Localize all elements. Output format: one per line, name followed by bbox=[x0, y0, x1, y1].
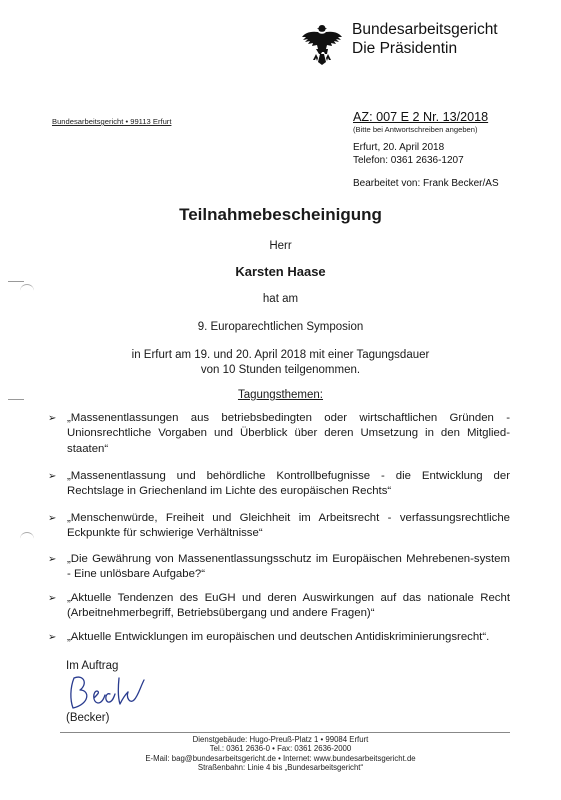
arrow-bullet-icon: ➢ bbox=[48, 593, 57, 604]
place-date-block bbox=[353, 142, 464, 167]
court-president: Die Präsidentin bbox=[352, 40, 458, 57]
topic-text: „Die Gewährung von Massenentlassungsschutz im Europäischen Mehrebenen-system - Eine unlösbare Aufgabe?“ bbox=[67, 553, 510, 581]
topic-item bbox=[48, 469, 510, 500]
topic-text: „Aktuelle Entwicklungen im europäischen und deutschen Antidiskriminierungsrecht“. bbox=[67, 631, 490, 643]
topic-item bbox=[48, 630, 510, 645]
reference-hint: (Bitte bei Antwortschreiben angeben) bbox=[353, 125, 478, 134]
signatory-name: (Becker) bbox=[66, 712, 110, 724]
fold-mark bbox=[8, 281, 24, 282]
court-name: Bundesarbeitsgericht bbox=[352, 21, 498, 38]
topics-heading: Tagungsthemen: bbox=[237, 389, 324, 401]
place-date: Erfurt, 20. April 2018 bbox=[353, 142, 445, 153]
footer-tram: Straßenbahn: Linie 4 bis „Bundesarbeitsgericht“ bbox=[197, 763, 364, 773]
salutation: Herr bbox=[269, 240, 292, 252]
topic-item bbox=[48, 511, 510, 542]
document-title: Teilnahmebescheinigung bbox=[179, 205, 382, 224]
arrow-bullet-icon: ➢ bbox=[48, 471, 57, 482]
topic-item bbox=[48, 552, 510, 583]
footer-address bbox=[0, 735, 561, 773]
fold-mark bbox=[8, 399, 24, 400]
punch-hole bbox=[20, 532, 34, 540]
by-order-label: Im Auftrag bbox=[66, 660, 119, 672]
event-name: 9. Europarechtlichen Symposion bbox=[197, 321, 364, 333]
topic-text: „Aktuelle Tendenzen des EuGH und deren Auswirkungen auf das nationale Recht (Arbeitnehmerbegriff, Betriebsübergang und andere Fragen)“ bbox=[67, 592, 510, 620]
punch-hole bbox=[20, 284, 34, 292]
topic-text: „Massenentlassung und behördliche Kontrollbefugnisse - die Entwicklung der Rechtslage in Griechenland im Lichte des europäischen Rechts“ bbox=[67, 470, 510, 498]
footer-building: Dienstgebäude: Hugo-Preuß-Platz 1 • 99084 Erfurt bbox=[192, 735, 369, 744]
processed-by: Bearbeitet von: Frank Becker/AS bbox=[353, 178, 499, 189]
footer-phone-fax: Tel.: 0361 2636-0 • Fax: 0361 2636-2000 bbox=[209, 744, 352, 754]
phone-number: Telefon: 0361 2636-1207 bbox=[353, 154, 464, 166]
event-details-line: in Erfurt am 19. und 20. April 2018 mit einer Tagungsdauer bbox=[131, 349, 430, 361]
court-name-block bbox=[352, 20, 498, 58]
topic-item bbox=[48, 591, 510, 622]
verb-phrase: hat am bbox=[262, 293, 299, 305]
arrow-bullet-icon: ➢ bbox=[48, 413, 57, 424]
topic-text: „Massenentlassungen aus betriebsbedingten oder wirtschaftlichen Gründen - Unionsrechtliche Vorgaben und Überblick über deren Umsetzung in den Mitglied-staaten“ bbox=[67, 412, 510, 455]
event-details bbox=[0, 348, 561, 378]
federal-eagle-icon bbox=[301, 22, 343, 66]
reference-number: AZ: 007 E 2 Nr. 13/2018 bbox=[353, 110, 489, 124]
reference-block bbox=[353, 110, 488, 134]
footer-email-web: E-Mail: bag@bundesarbeitsgericht.de • Internet: www.bundesarbeitsgericht.de bbox=[145, 753, 416, 763]
arrow-bullet-icon: ➢ bbox=[48, 513, 57, 524]
recipient-name: Karsten Haase bbox=[235, 264, 326, 279]
topic-text: „Menschenwürde, Freiheit und Gleichheit im Arbeitsrecht - verfassungsrechtliche Eckpunkte für schwierige Verhältnisse“ bbox=[67, 512, 510, 540]
footer-divider bbox=[60, 732, 510, 733]
arrow-bullet-icon: ➢ bbox=[48, 632, 57, 643]
event-details-line: von 10 Stunden teilgenommen. bbox=[200, 364, 361, 376]
arrow-bullet-icon: ➢ bbox=[48, 554, 57, 565]
handwritten-signature-icon bbox=[64, 670, 154, 716]
sender-address-line: Bundesarbeitsgericht • 99113 Erfurt bbox=[52, 117, 172, 126]
topic-item bbox=[48, 411, 510, 457]
